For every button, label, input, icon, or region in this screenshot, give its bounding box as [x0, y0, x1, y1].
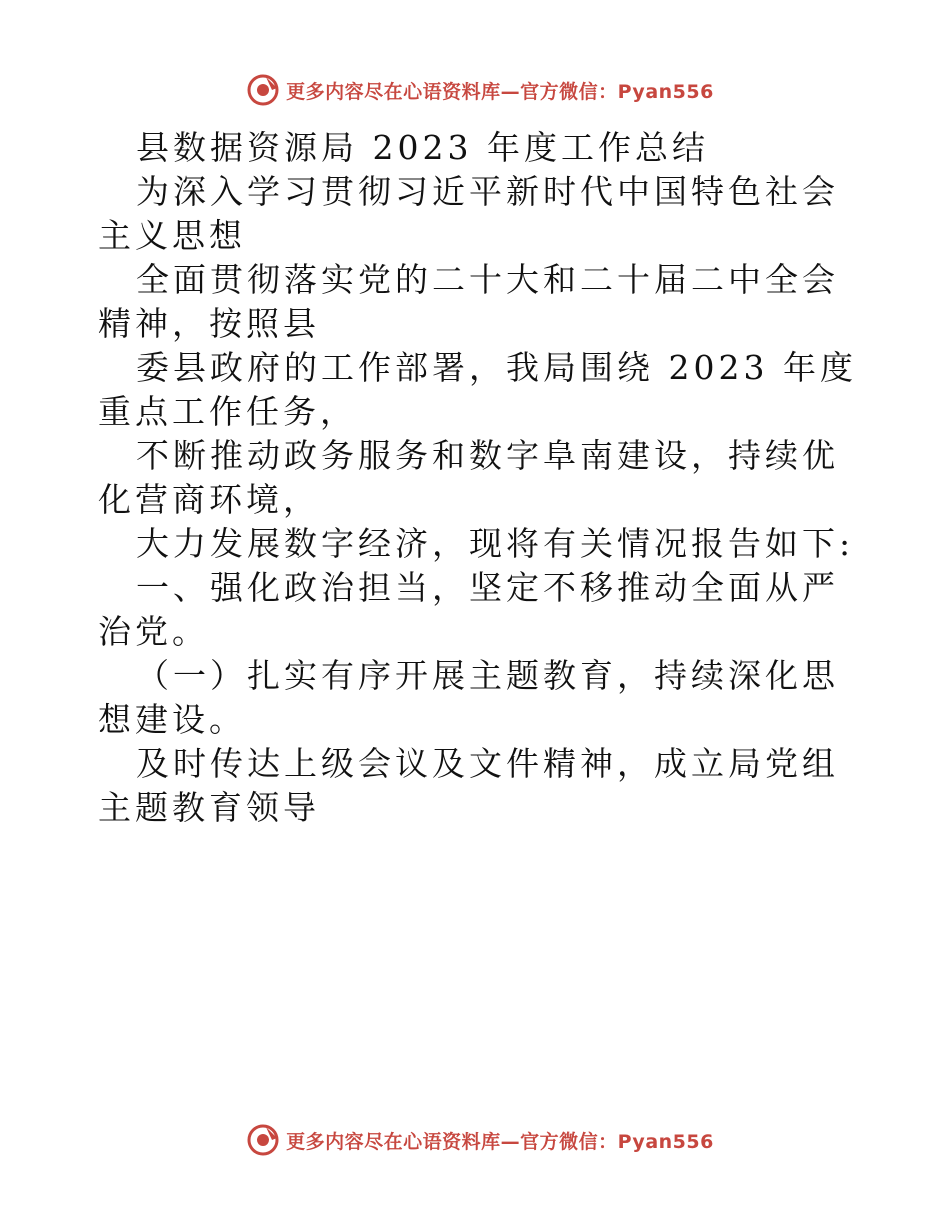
paragraph: 为深入学习贯彻习近平新时代中国特色社会主义思想: [98, 172, 839, 255]
paragraph: 大力发展数字经济，现将有关情况报告如下:: [136, 524, 855, 563]
header-watermark: [0, 70, 950, 110]
subsection-heading: （一）扎实有序开展主题教育，持续深化思想建设。: [98, 656, 839, 739]
document-title: 县数据资源局 2023 年度工作总结: [136, 128, 709, 167]
section-heading: 一、强化政治担当，坚定不移推动全面从严治党。: [98, 568, 839, 651]
header-watermark-text: 更多内容尽在心语资料库—官方微信：Pyan556: [286, 80, 714, 103]
footer-watermark-text: 更多内容尽在心语资料库—官方微信：Pyan556: [286, 1130, 714, 1153]
paragraph: 及时传达上级会议及文件精神，成立局党组主题教育领导: [98, 744, 839, 827]
paragraph: 不断推动政务服务和数字阜南建设，持续优化营商环境，: [98, 436, 839, 519]
paragraph: 委县政府的工作部署，我局围绕 2023 年度重点工作任务，: [98, 348, 857, 431]
paragraph: 全面贯彻落实党的二十大和二十届二中全会精神，按照县: [98, 260, 839, 343]
document-body: [98, 126, 858, 830]
footer-watermark: [0, 1120, 950, 1160]
logo-icon: [246, 73, 280, 107]
logo-icon: [246, 1123, 280, 1157]
